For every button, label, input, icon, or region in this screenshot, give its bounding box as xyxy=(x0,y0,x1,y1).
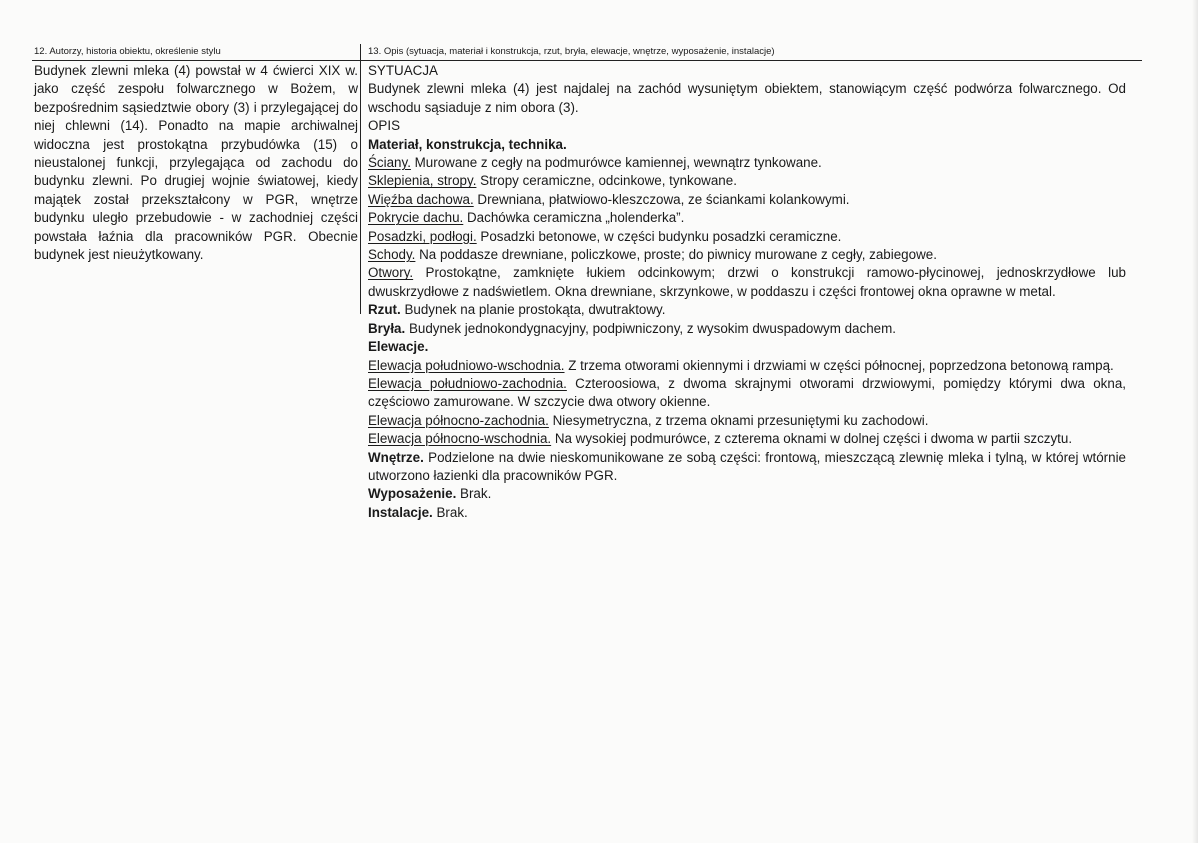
elewacja-pd-zach-paragraph xyxy=(368,375,1126,412)
column-divider xyxy=(360,44,361,314)
wnetrze-text: Podzielone na dwie nieskomunikowane ze sobą części: frontową, mieszczącą zlewnię mleka i tylną, w której wtórnie utworzono łazienki dla pracowników PGR. xyxy=(368,449,1126,483)
scan-edge-shadow xyxy=(1192,0,1198,843)
sklepienia-line xyxy=(368,172,1126,190)
sytuacja-paragraph: Budynek zlewni mleka (4) jest najdalej na zachód wysuniętym obiektem, stanowiącym część podwórza folwarcznego. Od wschodu sąsiaduje z nim obora (3). xyxy=(368,81,1126,115)
elewacja-pn-wsch-paragraph xyxy=(368,430,1126,448)
elewacja-pn-wsch-label: Elewacja północno-wschodnia. xyxy=(368,431,552,447)
wnetrze-paragraph xyxy=(368,449,1126,486)
elewacja-pd-wsch-paragraph xyxy=(368,357,1126,375)
history-text: Budynek zlewni mleka (4) powstał w 4 ćwierci XIX w. jako część zespołu folwarcznego w Bożem, w bezpośrednim sąsiedztwie obory (3) i przylegającej do niej chlewni (14). Ponadto na mapie archiwalnej widoczna jest prostokątna przybudówka (15) o nieustalonej funkcji, przylegająca od zachodu do budynku zlewni. Po drugiej wojnie światowej, kiedy majątek został przekształcony w PGR, wnętrze budynku uległo przebudowie - w zachodniej części powstała łaźnia dla pracowników PGR. Obecnie budynek jest nieużytkowany. xyxy=(34,63,358,263)
elewacja-pd-zach-label: Elewacja południowo-zachodnia. xyxy=(368,375,567,391)
sklepienia-label: Sklepienia, stropy. xyxy=(368,173,477,189)
section-13-header: 13. Opis (sytuacja, materiał i konstrukcja, rzut, bryła, elewacje, wnętrze, wyposażenie, instalacje) xyxy=(368,46,775,57)
section-header-row xyxy=(32,44,1142,61)
elewacja-pd-wsch-label: Elewacja południowo-wschodnia. xyxy=(368,357,565,373)
rzut-label: Rzut. xyxy=(368,302,401,318)
schody-label: Schody. xyxy=(368,247,416,263)
wyposazenie-label: Wyposażenie. xyxy=(368,486,457,502)
elewacja-pn-zach-text: Niesymetryczna, z trzema oknami przesuniętymi ku zachodowi. xyxy=(548,412,929,428)
posadzki-line xyxy=(368,228,1126,246)
bryla-line xyxy=(368,320,1126,338)
otwory-paragraph xyxy=(368,264,1126,301)
posadzki-text: Posadzki betonowe, w części budynku posadzki ceramiczne. xyxy=(476,228,842,244)
description-text xyxy=(368,62,1126,522)
pokrycie-label: Pokrycie dachu. xyxy=(368,210,464,226)
sytuacja-heading: SYTUACJA xyxy=(368,63,438,78)
elewacje-heading: Elewacje. xyxy=(368,339,429,355)
bryla-text: Budynek jednokondygnacyjny, podpiwniczony, z wysokim dwuspadowym dachem. xyxy=(405,320,896,336)
posadzki-label: Posadzki, podłogi. xyxy=(368,228,477,244)
bryla-label: Bryła. xyxy=(368,320,406,336)
wiezba-text: Drewniana, płatwiowo-kleszczowa, ze ściankami kolankowymi. xyxy=(473,191,850,207)
sciany-line xyxy=(368,154,1126,172)
otwory-label: Otwory. xyxy=(368,265,414,281)
pokrycie-text: Dachówka ceramiczna „holenderka”. xyxy=(463,210,685,226)
elewacja-pn-zach-label: Elewacja północno-zachodnia. xyxy=(368,412,549,428)
schody-line xyxy=(368,246,1126,264)
rzut-text: Budynek na planie prostokąta, dwutraktowy. xyxy=(400,302,666,318)
opis-heading: OPIS xyxy=(368,118,400,134)
sklepienia-text: Stropy ceramiczne, odcinkowe, tynkowane. xyxy=(476,173,737,189)
sciany-text: Murowane z cegły na podmurówce kamiennej, wewnątrz tynkowane. xyxy=(410,155,822,171)
wiezba-label: Więźba dachowa. xyxy=(368,191,474,207)
elewacja-pn-zach-paragraph xyxy=(368,412,1126,430)
schody-text: Na poddasze drewniane, policzkowe, proste; do piwnicy murowane z cegły, zabiegowe. xyxy=(415,247,937,263)
document-sheet xyxy=(32,44,1142,520)
section-12-header: 12. Autorzy, historia obiektu, określenie stylu xyxy=(34,46,221,57)
wiezba-line xyxy=(368,191,1126,209)
wnetrze-label: Wnętrze. xyxy=(368,449,424,465)
wyposazenie-text: Brak. xyxy=(456,486,492,502)
elewacja-pd-zach-text: Czteroosiowa, z dwoma skrajnymi otworami drzwiowymi, pomiędzy którymi dwa okna, częściowo zamurowane. W szczycie dwa otwory okienne. xyxy=(368,375,1126,410)
material-heading: Materiał, konstrukcja, technika. xyxy=(368,136,567,152)
elewacja-pn-wsch-text: Na wysokiej podmurówce, z czterema oknami w dolnej części i dwoma w partii szczytu. xyxy=(551,431,1073,447)
pokrycie-line xyxy=(368,209,1126,227)
rzut-line xyxy=(368,301,1126,319)
otwory-text: Prostokątne, zamknięte łukiem odcinkowym; drzwi o konstrukcji ramowo-płycinowej, jednoskrzydłowe lub dwuskrzydłowe z nadświetlem. Okna drewniane, skrzynkowe, w poddaszu i części frontowej okna oprawne w metal. xyxy=(368,265,1126,299)
instalacje-line xyxy=(368,504,1126,522)
instalacje-label: Instalacje. xyxy=(368,504,433,520)
instalacje-text: Brak. xyxy=(432,504,468,520)
wyposazenie-line xyxy=(368,485,1126,503)
elewacja-pd-wsch-text: Z trzema otworami okiennymi i drzwiami w części północnej, poprzedzona betonową rampą. xyxy=(564,357,1114,373)
sciany-label: Ściany. xyxy=(368,155,411,171)
